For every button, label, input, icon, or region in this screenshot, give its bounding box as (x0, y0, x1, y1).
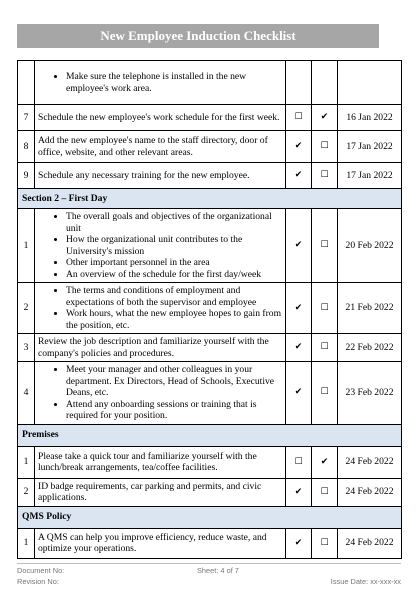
footer-sheet: Sheet: 4 of 7 (197, 566, 239, 575)
check-icon: ✔ (294, 170, 303, 181)
section-heading: QMS Policy (18, 506, 402, 528)
checkmark-cell[interactable] (312, 446, 338, 478)
check-icon: ✔ (294, 537, 303, 548)
row-date: 24 Feb 2022 (338, 478, 402, 506)
row-date: 24 Feb 2022 (338, 528, 402, 558)
bullet-item: • Make sure the telephone is installed in the new employee's work area. (66, 71, 282, 94)
empty-cell (312, 61, 338, 105)
row-number: 8 (18, 131, 35, 163)
checkmark-cell[interactable] (286, 131, 312, 163)
row-description: Schedule the new employee's work schedule for the first week. (35, 105, 286, 131)
footer-document-no: Document No: (17, 566, 65, 575)
row-date: 20 Feb 2022 (338, 209, 402, 283)
checkbox-cell[interactable] (312, 362, 338, 425)
checkmark-cell[interactable] (286, 334, 312, 362)
row-date: 22 Feb 2022 (338, 334, 402, 362)
table-row (18, 283, 402, 334)
row-number: 3 (18, 334, 35, 362)
row-description: A QMS can help you improve efficiency, reduce waste, and optimize your operations. (35, 528, 286, 558)
row-date: 23 Feb 2022 (338, 362, 402, 425)
checkbox-icon[interactable]: ☐ (320, 342, 329, 353)
row-date: 24 Feb 2022 (338, 446, 402, 478)
check-icon: ✔ (294, 486, 303, 497)
check-icon: ✔ (294, 302, 303, 313)
checkbox-icon[interactable]: ☐ (320, 240, 329, 251)
checkmark-cell[interactable] (312, 105, 338, 131)
checkmark-cell[interactable] (286, 528, 312, 558)
section-row (18, 506, 402, 528)
footer-divider (17, 563, 401, 564)
bullet-list (38, 364, 282, 422)
checkbox-icon[interactable]: ☐ (320, 170, 329, 181)
row-description: Please take a quick tour and familiarize yourself with the lunch/break arrangements, tea/coffee facilities. (35, 446, 286, 478)
table-row (18, 528, 402, 558)
bullet-item: • Work hours, what the new employee hopes to gain from the position, etc. (66, 308, 282, 331)
checkbox-icon[interactable]: ☐ (320, 141, 329, 152)
table-row (18, 362, 402, 425)
checkmark-cell[interactable] (286, 362, 312, 425)
checkbox-cell[interactable] (312, 478, 338, 506)
bullet-item: • An overview of the schedule for the first day/week (66, 269, 282, 281)
check-icon: ✔ (294, 342, 303, 353)
row-date: 16 Jan 2022 (338, 105, 402, 131)
table-row (18, 446, 402, 478)
checkmark-cell[interactable] (286, 209, 312, 283)
row-date (338, 61, 402, 105)
table-row (18, 334, 402, 362)
row-description (35, 209, 286, 283)
checkbox-cell[interactable] (286, 105, 312, 131)
bullet-list (38, 71, 282, 94)
row-date: 17 Jan 2022 (338, 131, 402, 163)
checkbox-icon[interactable]: ☐ (294, 456, 303, 467)
row-number: 9 (18, 163, 35, 189)
section-row (18, 424, 402, 446)
row-description: ID badge requirements, car parking and permits, and civic applications. (35, 478, 286, 506)
table-row (18, 105, 402, 131)
checkbox-cell[interactable] (312, 334, 338, 362)
row-date: 17 Jan 2022 (338, 163, 402, 189)
section-heading: Section 2 – First Day (18, 189, 402, 209)
row-number: 2 (18, 478, 35, 506)
bullet-item: • Other important personnel in the area (66, 257, 282, 269)
document-title: New Employee Induction Checklist (17, 24, 379, 48)
table-row (18, 163, 402, 189)
footer-issue-date: Issue Date: xx-xxx-xx (330, 577, 401, 586)
checkbox-cell[interactable] (286, 446, 312, 478)
section-heading: Premises (18, 424, 402, 446)
table-row (18, 478, 402, 506)
bullet-list (38, 211, 282, 280)
checkmark-cell[interactable] (286, 478, 312, 506)
check-icon: ✔ (294, 240, 303, 251)
bullet-item: • Attend any onboarding sessions or training that is required for your position. (66, 399, 282, 422)
check-icon: ✔ (294, 141, 303, 152)
checkbox-cell[interactable] (312, 163, 338, 189)
checkbox-cell[interactable] (312, 528, 338, 558)
checkbox-icon[interactable]: ☐ (320, 302, 329, 313)
bullet-item: • The overall goals and objectives of the organizational unit (66, 211, 282, 234)
row-description: Add the new employee's name to the staff directory, door of office, website, and other relevant areas. (35, 131, 286, 163)
check-icon: ✔ (294, 387, 303, 398)
row-number (18, 61, 35, 105)
checkmark-cell[interactable] (286, 163, 312, 189)
row-number: 1 (18, 528, 35, 558)
footer-revision-no: Revision No: (17, 577, 59, 586)
check-icon: ✔ (320, 456, 329, 467)
checkbox-icon[interactable]: ☐ (320, 486, 329, 497)
checkmark-cell[interactable] (286, 283, 312, 334)
bullet-item: • How the organizational unit contributes to the University's mission (66, 234, 282, 257)
section-row (18, 189, 402, 209)
checkbox-icon[interactable]: ☐ (294, 112, 303, 123)
row-description: Schedule any necessary training for the new employee. (35, 163, 286, 189)
row-number: 1 (18, 446, 35, 478)
row-number: 2 (18, 283, 35, 334)
table-row (18, 131, 402, 163)
table-row (18, 209, 402, 283)
row-description (35, 283, 286, 334)
bullet-list (38, 285, 282, 331)
row-description (35, 61, 286, 105)
checkbox-icon[interactable]: ☐ (320, 537, 329, 548)
row-number: 1 (18, 209, 35, 283)
checkbox-icon[interactable]: ☐ (320, 387, 329, 398)
row-description: Review the job description and familiarize yourself with the company's policies and procedures. (35, 334, 286, 362)
checkbox-cell[interactable] (312, 283, 338, 334)
row-date: 21 Feb 2022 (338, 283, 402, 334)
check-icon: ✔ (320, 112, 329, 123)
row-number: 7 (18, 105, 35, 131)
row-number: 4 (18, 362, 35, 425)
checkbox-cell[interactable] (312, 209, 338, 283)
table-row (18, 61, 402, 105)
bullet-item: • The terms and conditions of employment and expectations of both the supervisor and employee (66, 285, 282, 308)
row-description (35, 362, 286, 425)
checkbox-cell[interactable] (312, 131, 338, 163)
bullet-item: • Meet your manager and other colleagues in your department. Ex Directors, Head of Schools, Executive Deans, etc. (66, 364, 282, 399)
empty-cell (286, 61, 312, 105)
checklist-table (17, 60, 402, 559)
